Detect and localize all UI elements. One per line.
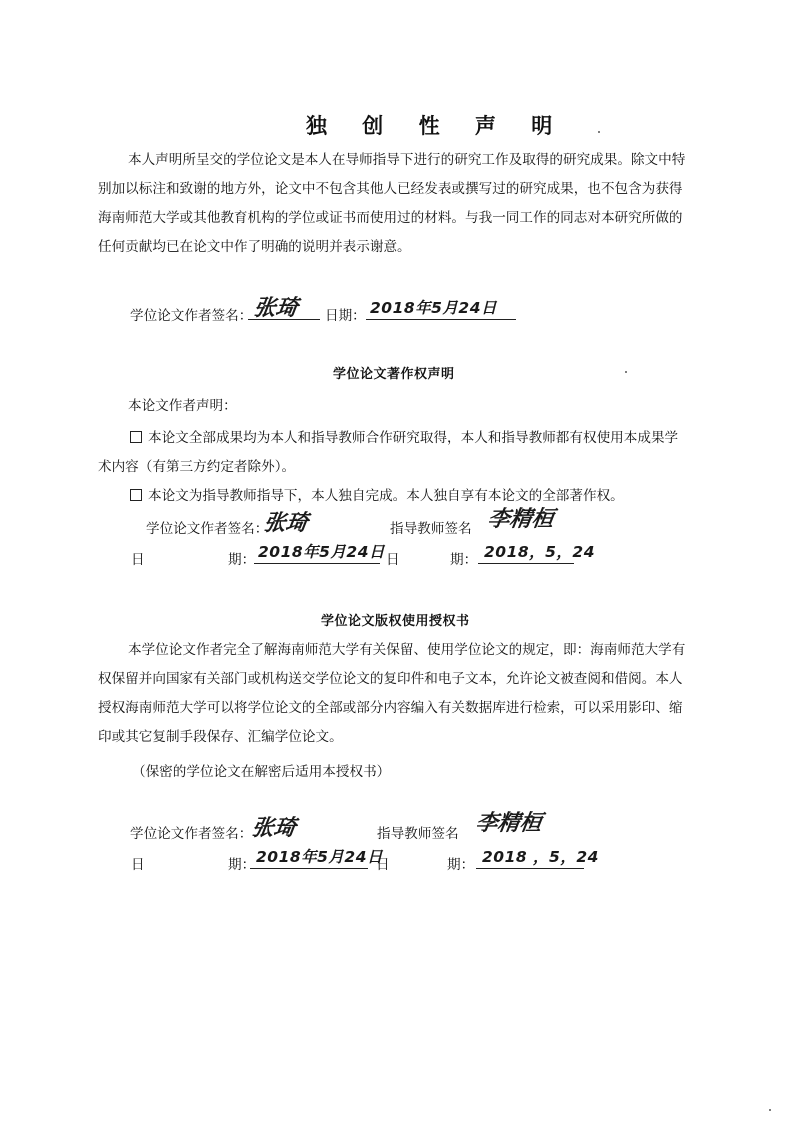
authorization-author-date: 2018年5月24日 bbox=[256, 848, 383, 866]
authorization-line-4: 印或其它复制手段保存、汇编学位论文。 bbox=[98, 729, 343, 745]
authorization-author-date-underline bbox=[250, 868, 368, 869]
authorization-advisor-date-underline bbox=[476, 868, 584, 869]
copyright-advisor-date-char-1: 日 bbox=[386, 552, 400, 568]
declaration-date-underline bbox=[366, 319, 516, 320]
authorization-date-char-1: 日 bbox=[131, 857, 145, 873]
declaration-line-4: 任何贡献均已在论文中作了明确的说明并表示谢意。 bbox=[98, 239, 411, 255]
option1-checkbox[interactable] bbox=[130, 431, 142, 443]
authorization-note: （保密的学位论文在解密后适用本授权书） bbox=[132, 764, 391, 780]
authorization-line-3: 授权海南师范大学可以将学位论文的全部或部分内容编入有关数据库进行检索，可以采用影印、缩 bbox=[98, 700, 683, 716]
copyright-advisor-date-underline bbox=[478, 563, 574, 564]
declaration-title: 独 创 性 声 明 bbox=[306, 113, 567, 138]
authorization-advisor-date-char-2: 期： bbox=[447, 857, 475, 873]
authorization-date-char-2: 期： bbox=[228, 857, 256, 873]
scan-speck bbox=[598, 131, 600, 133]
copyright-option1-line-2: 术内容（有第三方约定者除外）。 bbox=[98, 459, 296, 475]
copyright-date-char-1: 日 bbox=[131, 552, 145, 568]
declaration-line-3: 海南师范大学或其他教育机构的学位或证书而使用过的材料。与我一同工作的同志对本研究所做的 bbox=[98, 210, 683, 226]
authorization-title: 学位论文版权使用授权书 bbox=[321, 614, 470, 629]
declaration-author-label: 学位论文作者签名： bbox=[130, 308, 253, 324]
copyright-author-date: 2018年5月24日 bbox=[258, 543, 385, 561]
authorization-advisor-date: 2018 ，5，24 bbox=[482, 848, 599, 866]
scan-speck bbox=[769, 1109, 771, 1111]
copyright-author-date-underline bbox=[254, 563, 380, 564]
copyright-author-label: 学位论文作者签名： bbox=[146, 521, 269, 537]
declaration-author-underline bbox=[248, 319, 320, 320]
copyright-advisor-date: 2018，5，24 bbox=[484, 543, 595, 561]
copyright-option1-line-1: 本论文全部成果均为本人和指导教师合作研究取得，本人和指导教师都有权使用本成果学 bbox=[130, 424, 678, 453]
declaration-line-2: 别加以标注和致谢的地方外，论文中不包含其他人已经发表或撰写过的研究成果，也不包含为获得 bbox=[98, 181, 683, 197]
copyright-option2: 本论文为指导教师指导下，本人独自完成。本人独自享有本论文的全部著作权。 bbox=[130, 482, 624, 511]
authorization-advisor-label: 指导教师签名 bbox=[377, 826, 459, 842]
authorization-advisor-signature: 李精桓 bbox=[473, 811, 544, 836]
authorization-author-label: 学位论文作者签名： bbox=[130, 826, 253, 842]
copyright-title: 学位论文著作权声明 bbox=[333, 367, 455, 382]
authorization-advisor-date-char-1: 日 bbox=[376, 857, 390, 873]
copyright-author-signature: 张琦 bbox=[261, 511, 310, 536]
copyright-date-char-2: 期： bbox=[228, 552, 256, 568]
scan-speck bbox=[625, 371, 627, 373]
declaration-date-value: 2018年5月24日 bbox=[370, 299, 497, 317]
option2-checkbox[interactable] bbox=[130, 489, 142, 501]
authorization-line-2: 权保留并向国家有关部门或机构送交学位论文的复印件和电子文本，允许论文被查阅和借阅。本人 bbox=[98, 671, 683, 687]
authorization-author-signature: 张琦 bbox=[249, 816, 298, 841]
declaration-author-signature: 张琦 bbox=[251, 296, 300, 321]
copyright-advisor-date-char-2: 期： bbox=[450, 552, 478, 568]
copyright-statement-label: 本论文作者声明： bbox=[128, 398, 237, 414]
authorization-line-1: 本学位论文作者完全了解海南师范大学有关保留、使用学位论文的规定，即：海南师范大学有 bbox=[128, 642, 686, 658]
declaration-line-1: 本人声明所呈交的学位论文是本人在导师指导下进行的研究工作及取得的研究成果。除文中特 bbox=[128, 152, 686, 168]
copyright-advisor-signature: 李精桓 bbox=[485, 507, 556, 532]
declaration-date-label: 日期： bbox=[325, 308, 366, 324]
copyright-advisor-label: 指导教师签名 bbox=[390, 521, 472, 537]
